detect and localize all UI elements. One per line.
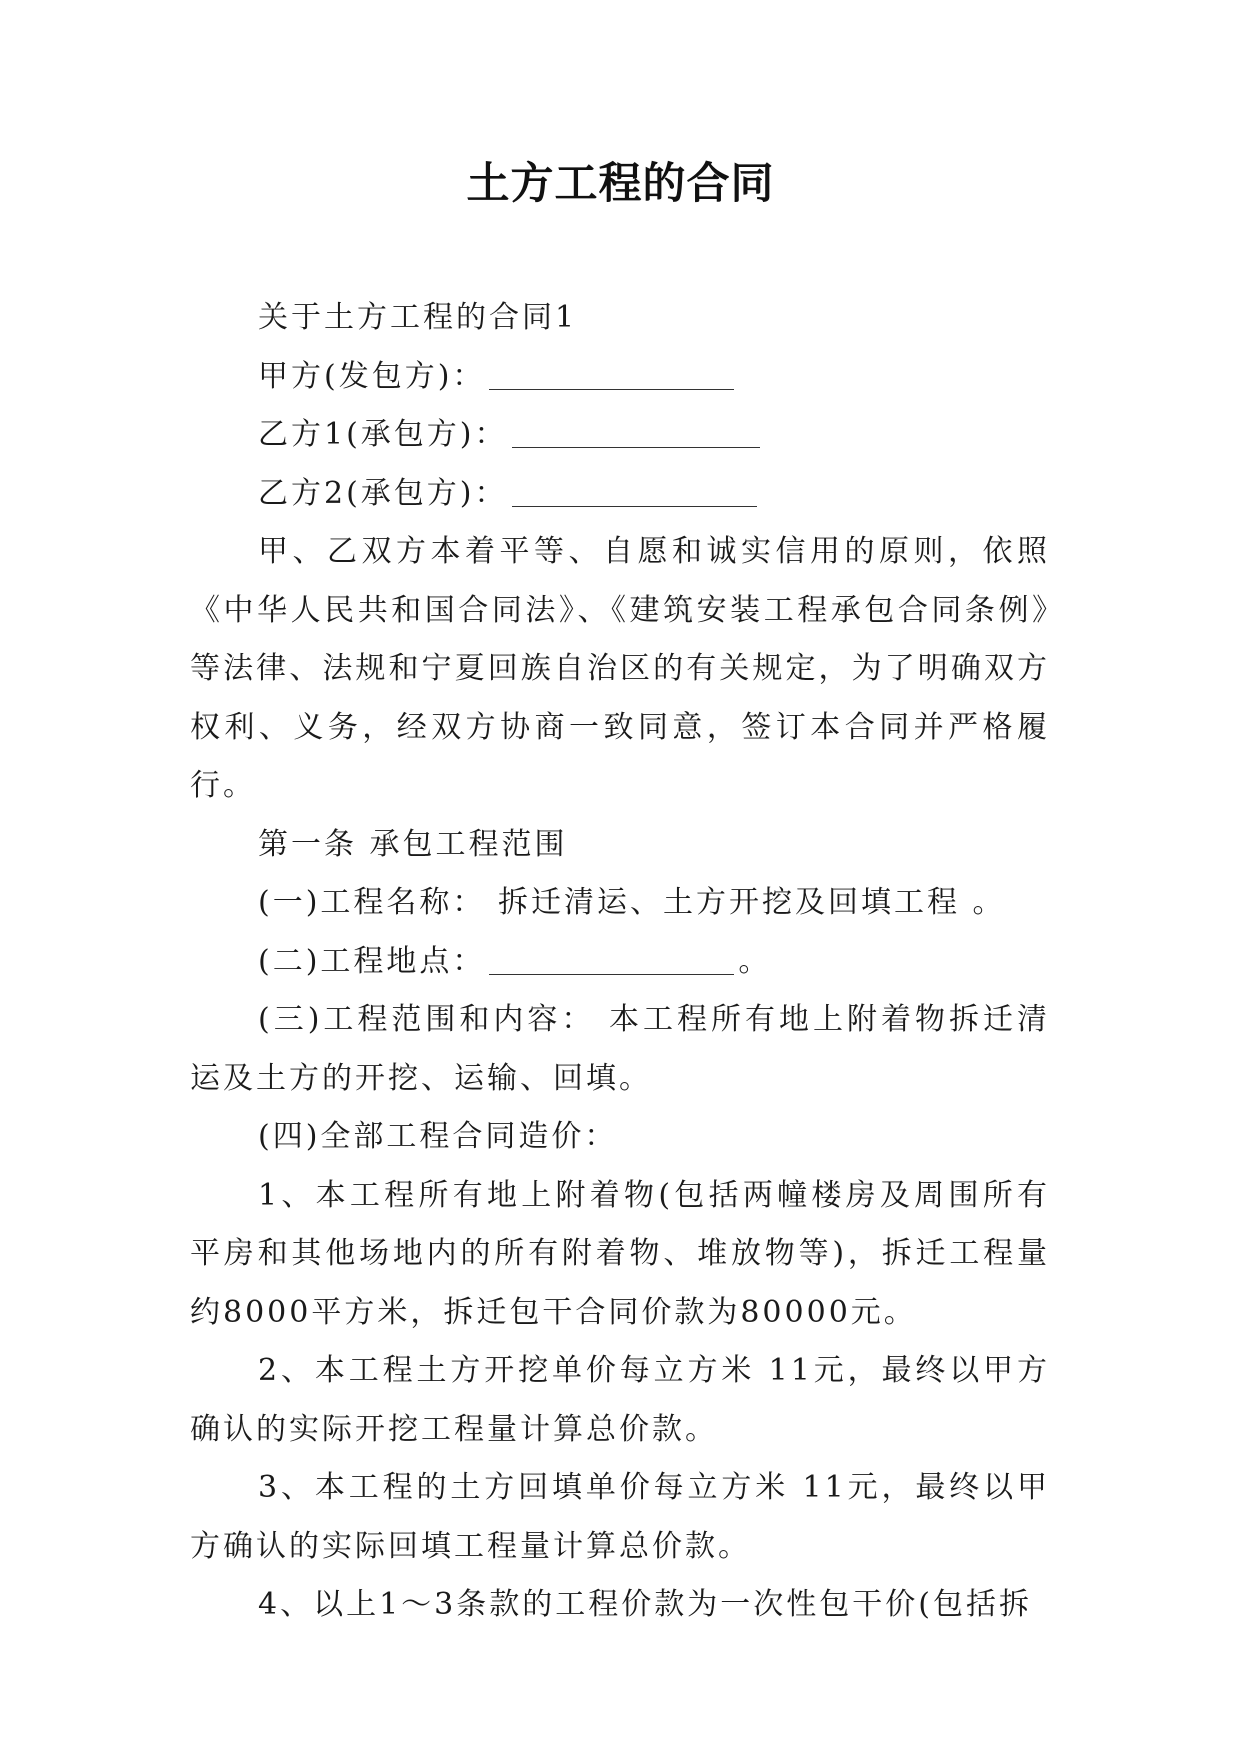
contract-price-heading: (四)全部工程合同造价： (258, 1119, 618, 1154)
document-body (190, 289, 1050, 1635)
document-title: 土方工程的合同 (466, 159, 775, 209)
party-a-label: 甲方(发包方)： (258, 358, 486, 394)
party-b2-line (190, 465, 1050, 524)
clause-4-paragraph: 4、以上1～3条款的工程价款为一次性包干价(包括拆 (258, 1587, 1032, 1622)
party-b2-blank-field (512, 476, 757, 507)
project-scope-paragraph: (三)工程范围和内容： 本工程所有地上附着物拆迁清运及土方的开挖、运输、回填。 (190, 1002, 1050, 1096)
project-name-line: (一)工程名称： 拆迁清运、土方开挖及回填工程 。 (258, 885, 1006, 920)
party-b1-label: 乙方1(承包方)： (258, 417, 508, 452)
contract-subtitle: 关于土方工程的合同1 (258, 300, 578, 335)
article-one-heading: 第一条 承包工程范围 (258, 826, 568, 862)
party-b1-line (190, 406, 1050, 465)
project-location-suffix: 。 (738, 943, 772, 979)
project-location-blank-field (489, 944, 734, 975)
party-b1-blank-field (512, 417, 760, 448)
party-a-blank-field (489, 359, 734, 390)
clause-3-paragraph: 3、本工程的土方回填单价每立方米 11元，最终以甲方确认的实际回填工程量计算总价款。 (190, 1470, 1050, 1564)
project-location-line (190, 933, 1050, 992)
clause-2-paragraph: 2、本工程土方开挖单价每立方米 11元，最终以甲方确认的实际开挖工程量计算总价款。 (190, 1353, 1050, 1447)
project-location-label: (二)工程地点： (258, 943, 486, 979)
preamble-paragraph: 甲、乙双方本着平等、自愿和诚实信用的原则，依照《中华人民共和国合同法》、《建筑安装工程承包合同条例》等法律、法规和宁夏回族自治区的有关规定，为了明确双方权利、义务，经双方协商一致同意，签订本合同并严格履行。 (190, 534, 1050, 803)
party-a-line (190, 348, 1050, 407)
clause-1-paragraph: 1、本工程所有地上附着物(包括两幢楼房及周围所有平房和其他场地内的所有附着物、堆放物等)，拆迁工程量约8000平方米，拆迁包干合同价款为80000元。 (190, 1177, 1050, 1330)
party-b2-label: 乙方2(承包方)： (258, 475, 508, 511)
